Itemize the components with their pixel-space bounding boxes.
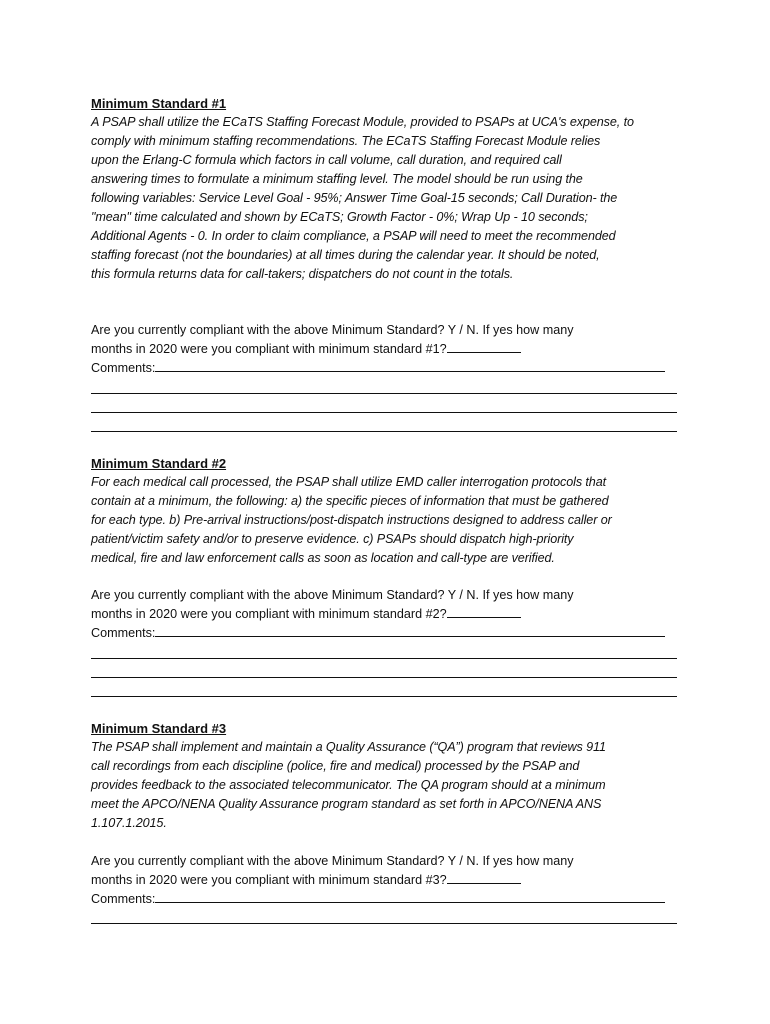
standard-3-line: meet the APCO/NENA Quality Assurance program standard as set forth in APCO/NENA ANS — [91, 797, 602, 811]
standard-1-line: this formula returns data for call-takers; dispatchers do not count in the totals. — [91, 267, 514, 281]
months-question: months in 2020 were you compliant with minimum standard #1? — [91, 342, 447, 356]
comment-line[interactable] — [91, 658, 677, 659]
comments-label: Comments: — [91, 626, 156, 640]
comments-label: Comments: — [91, 361, 156, 375]
standard-3-line: 1.107.1.2015. — [91, 816, 167, 830]
comments-field-1[interactable] — [155, 359, 665, 372]
standard-2-question — [91, 586, 681, 643]
standard-2-line: For each medical call processed, the PSAP shall utilize EMD caller interrogation protocols that — [91, 475, 607, 489]
comment-line[interactable] — [91, 393, 677, 394]
comment-line[interactable] — [91, 412, 677, 413]
comment-line[interactable] — [91, 923, 677, 924]
months-answer-field-2[interactable] — [447, 605, 521, 618]
standard-1-heading: Minimum Standard #1 — [91, 96, 227, 111]
standard-3-line: The PSAP shall implement and maintain a Quality Assurance (“QA”) program that reviews 911 — [91, 740, 606, 754]
months-question: months in 2020 were you compliant with minimum standard #3? — [91, 873, 447, 887]
months-answer-field-3[interactable] — [447, 871, 521, 884]
comment-line[interactable] — [91, 431, 677, 432]
comment-line[interactable] — [91, 677, 677, 678]
standard-1-line: upon the Erlang-C formula which factors in call volume, call duration, and required call — [91, 153, 562, 167]
standard-1-line: comply with minimum staffing recommendations. The ECaTS Staffing Forecast Module relies — [91, 134, 601, 148]
months-question: months in 2020 were you compliant with minimum standard #2? — [91, 607, 447, 621]
compliance-question: Are you currently compliant with the above Minimum Standard? Y / N. If yes how many — [91, 323, 574, 337]
comments-field-3[interactable] — [155, 890, 665, 903]
standard-2-line: contain at a minimum, the following: a) the specific pieces of information that must be gathered — [91, 494, 609, 508]
standard-3-line: call recordings from each discipline (police, fire and medical) processed by the PSAP and — [91, 759, 580, 773]
comment-line[interactable] — [91, 696, 677, 697]
standard-3-heading: Minimum Standard #3 — [91, 721, 227, 736]
standard-1-line: answering times to formulate a minimum staffing level. The model should be run using the — [91, 172, 583, 186]
standard-2-section — [91, 454, 681, 568]
standard-1-section — [91, 94, 681, 284]
compliance-question: Are you currently compliant with the above Minimum Standard? Y / N. If yes how many — [91, 588, 574, 602]
standard-3-question — [91, 852, 681, 909]
standard-2-line: for each type. b) Pre-arrival instructions/post-dispatch instructions designed to address caller or — [91, 513, 612, 527]
standard-1-line: "mean" time calculated and shown by ECaTS; Growth Factor - 0%; Wrap Up - 10 seconds; — [91, 210, 588, 224]
months-answer-field-1[interactable] — [447, 340, 521, 353]
comments-field-2[interactable] — [155, 624, 665, 637]
standard-1-line: following variables: Service Level Goal - 95%; Answer Time Goal-15 seconds; Call Duration- the — [91, 191, 618, 205]
standard-1-line: A PSAP shall utilize the ECaTS Staffing Forecast Module, provided to PSAPs at UCA's expense, to — [91, 115, 634, 129]
standard-2-line: patient/victim safety and/or to preserve evidence. c) PSAPs should dispatch high-priority — [91, 532, 574, 546]
standard-2-line: medical, fire and law enforcement calls as soon as location and call-type are verified. — [91, 551, 555, 565]
compliance-question: Are you currently compliant with the above Minimum Standard? Y / N. If yes how many — [91, 854, 574, 868]
comments-label: Comments: — [91, 892, 156, 906]
standard-3-line: provides feedback to the associated telecommunicator. The QA program should at a minimum — [91, 778, 606, 792]
standard-2-heading: Minimum Standard #2 — [91, 456, 227, 471]
standard-3-section — [91, 719, 681, 833]
standard-1-line: staffing forecast (not the boundaries) at all times during the calendar year. It should be noted, — [91, 248, 600, 262]
standard-1-question — [91, 321, 681, 378]
standard-1-line: Additional Agents - 0. In order to claim compliance, a PSAP will need to meet the recommended — [91, 229, 616, 243]
